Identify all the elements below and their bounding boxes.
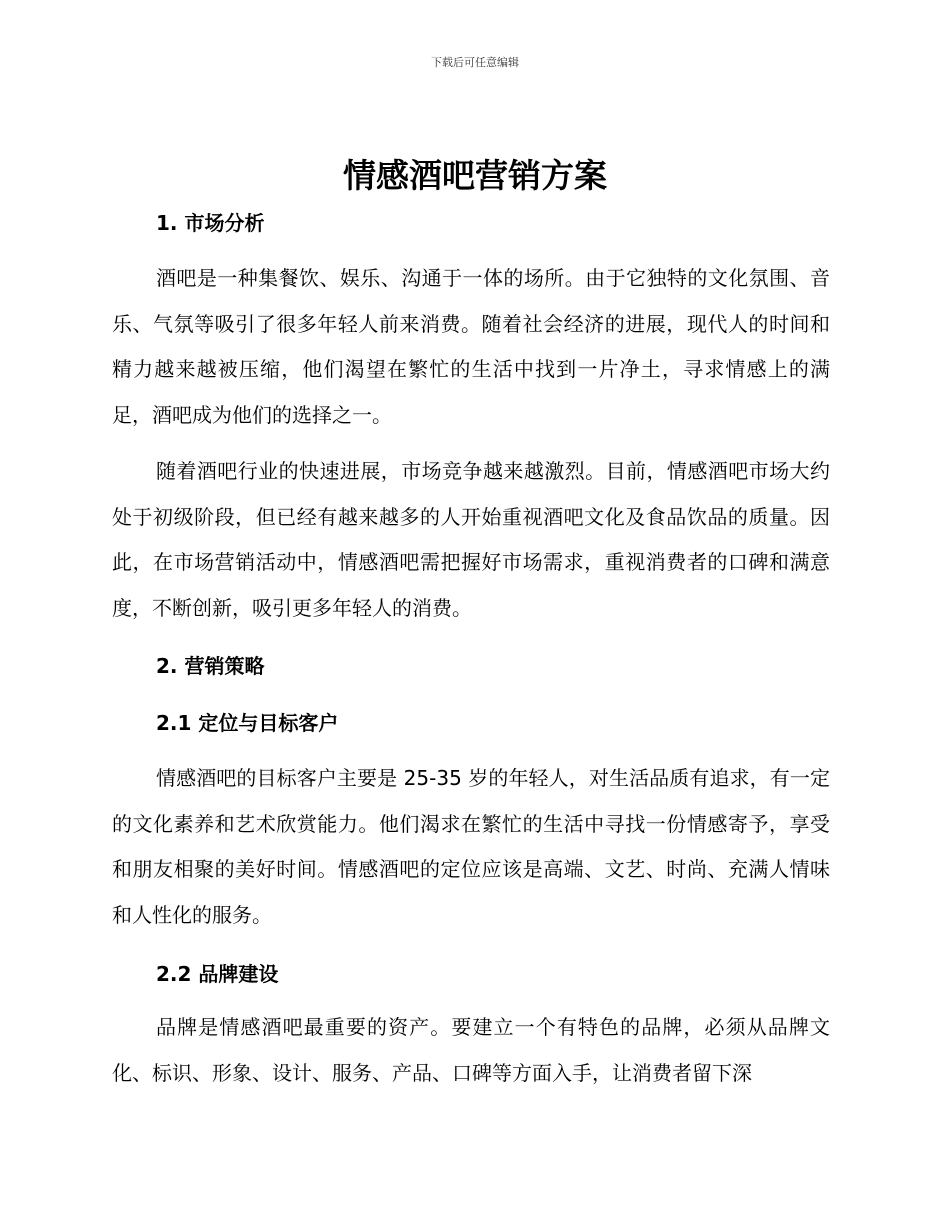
section-2-heading: 2. 营销策略	[156, 654, 265, 678]
section-1-paragraph-2: 随着酒吧行业的快速进展，市场竞争越来越激烈。目前，情感酒吧市场大约处于初级阶段，但已经有越来越多的人开始重视酒吧文化及食品饮品的质量。因此，在市场营销活动中，情感酒吧需把握好市场需求，重视消费者的口碑和满意度，不断创新，吸引更多年轻人的消费。	[112, 459, 830, 620]
section-2-2-paragraph: 品牌是情感酒吧最重要的资产。要建立一个有特色的品牌，必须从品牌文化、标识、形象、设计、服务、产品、口碑等方面入手，让消费者留下深	[112, 1015, 830, 1085]
section-1-paragraph-1: 酒吧是一种集餐饮、娱乐、沟通于一体的场所。由于它独特的文化氛围、音乐、气氛等吸引了很多年轻人前来消费。随着社会经济的进展，现代人的时间和精力越来越被压缩，他们渴望在繁忙的生活中找到一片净土，寻求情感上的满足，酒吧成为他们的选择之一。	[112, 266, 830, 427]
section-2-1-heading: 2.1 定位与目标客户	[156, 711, 339, 735]
section-2-1-paragraph: 情感酒吧的目标客户主要是 25-35 岁的年轻人，对生活品质有追求，有一定的文化素养和艺术欣赏能力。他们渴求在繁忙的生活中寻找一份情感寄予，享受和朋友相聚的美好时间。情感酒吧的定位应该是高端、文艺、时尚、充满人情味和人性化的服务。	[112, 766, 830, 927]
document-title: 情感酒吧营销方案	[343, 156, 607, 195]
section-2-2-heading: 2.2 品牌建设	[156, 962, 279, 986]
section-1-heading: 1. 市场分析	[156, 211, 265, 235]
header-note: 下载后可任意编辑	[431, 56, 519, 69]
